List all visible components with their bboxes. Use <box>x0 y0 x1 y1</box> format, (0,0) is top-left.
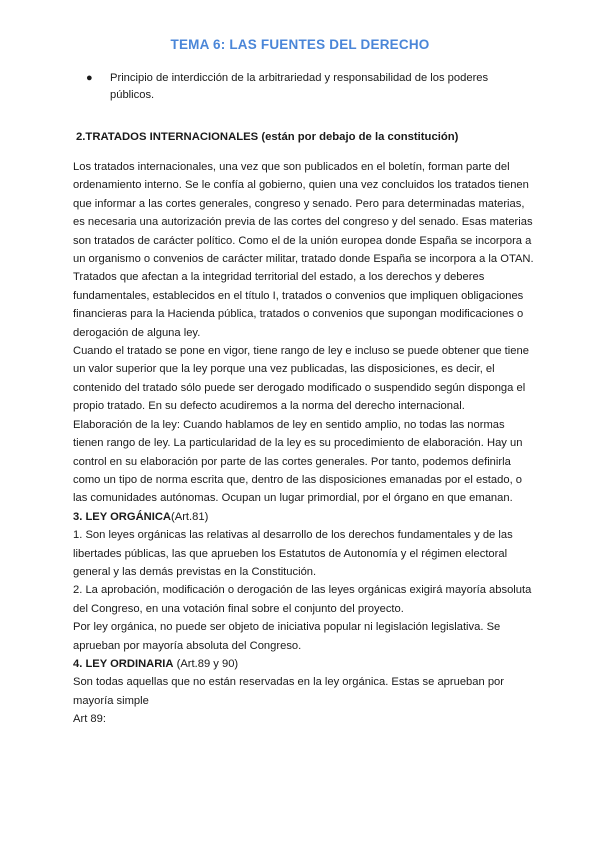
paragraph-tratados: Los tratados internacionales, una vez que son publicados en el boletín, forman parte del ordenamiento interno. Se le confía al gobierno, quien una vez concluidos los tratados tienen que informar a las cortes generales, congreso y senado. Pero para determinadas materias, es necesaria una autorización previa de las cortes del congreso y del senado. Esas materias son tratados de carácter político. Como el de la unión europea donde España se incorpora a un organismo o convenios de carácter militar, tratado donde España se incorpora a la OTAN. Tratados que afectan a la integridad territorial del estado, a los derechos y deberes fundamentales, establecidos en el título I, tratados o convenios que impliquen obligaciones financieras para la Hacienda pública, tratados o convenios que supongan modificaciones o derogación de alguna ley. <box>73 161 534 339</box>
document-title: TEMA 6: LAS FUENTES DEL DERECHO <box>170 37 430 52</box>
section-4-heading-title: 4. LEY ORDINARIA <box>73 657 174 670</box>
section-4-art-label: Art 89: <box>73 713 106 726</box>
paragraph-vigor: Cuando el tratado se pone en vigor, tiene rango de ley e incluso se puede obtener que tiene un valor superior que la ley porque una vez publicadas, las disposiciones, es decir, el contenido del tratado sólo puede ser derogado modificado o suspendido según disponga el propio tratado. En su defecto acudiremos a la norma del derecho internacional. <box>73 345 529 413</box>
bullet-list-item <box>88 70 528 104</box>
bullet-icon: ● <box>86 72 93 84</box>
document-body <box>73 158 535 729</box>
section-3-item-2: 2. La aprobación, modificación o derogación de las leyes orgánicas exigirá mayoría absoluta del Congreso, en una votación final sobre el conjunto del proyecto. <box>73 584 532 615</box>
section-3-heading-ref: (Art.81) <box>171 510 209 523</box>
paragraph-elaboracion: Elaboración de la ley: Cuando hablamos de ley en sentido amplio, no todas las normas tienen rango de ley. La particularidad de la ley es su procedimiento de elaboración. Hay un control en su elaboración por parte de las cortes generales. Por tanto, podemos definirla como un tipo de norma escrita que, dentro de las disposiciones emanadas por el estado, o las comunidades autónomas. Ocupan un lugar primordial, por el órgano en que emanan. <box>73 418 523 505</box>
section-2-heading: 2.TRATADOS INTERNACIONALES (están por debajo de la constitución) <box>76 131 459 143</box>
section-4-heading-ref: (Art.89 y 90) <box>173 657 239 670</box>
section-3-note: Por ley orgánica, no puede ser objeto de iniciativa popular ni legislación legislativa. Se aprueban por mayoría absoluta del Congreso. <box>73 621 501 652</box>
section-4-text: Son todas aquellas que no están reservadas en la ley orgánica. Estas se aprueban por mayoría simple <box>73 676 505 707</box>
section-3-item-1: 1. Son leyes orgánicas las relativas al desarrollo de los derechos fundamentales y de las libertades públicas, las que aprueben los Estatutos de Autonomía y el régimen electoral general y las demás previstas en la Constitución. <box>73 529 513 578</box>
section-4-heading <box>73 655 535 673</box>
bullet-text: Principio de interdicción de la arbitrariedad y responsabilidad de los poderes públicos. <box>110 72 489 101</box>
section-3-heading-title: 3. LEY ORGÁNICA <box>73 510 172 523</box>
section-3-heading <box>73 508 535 526</box>
